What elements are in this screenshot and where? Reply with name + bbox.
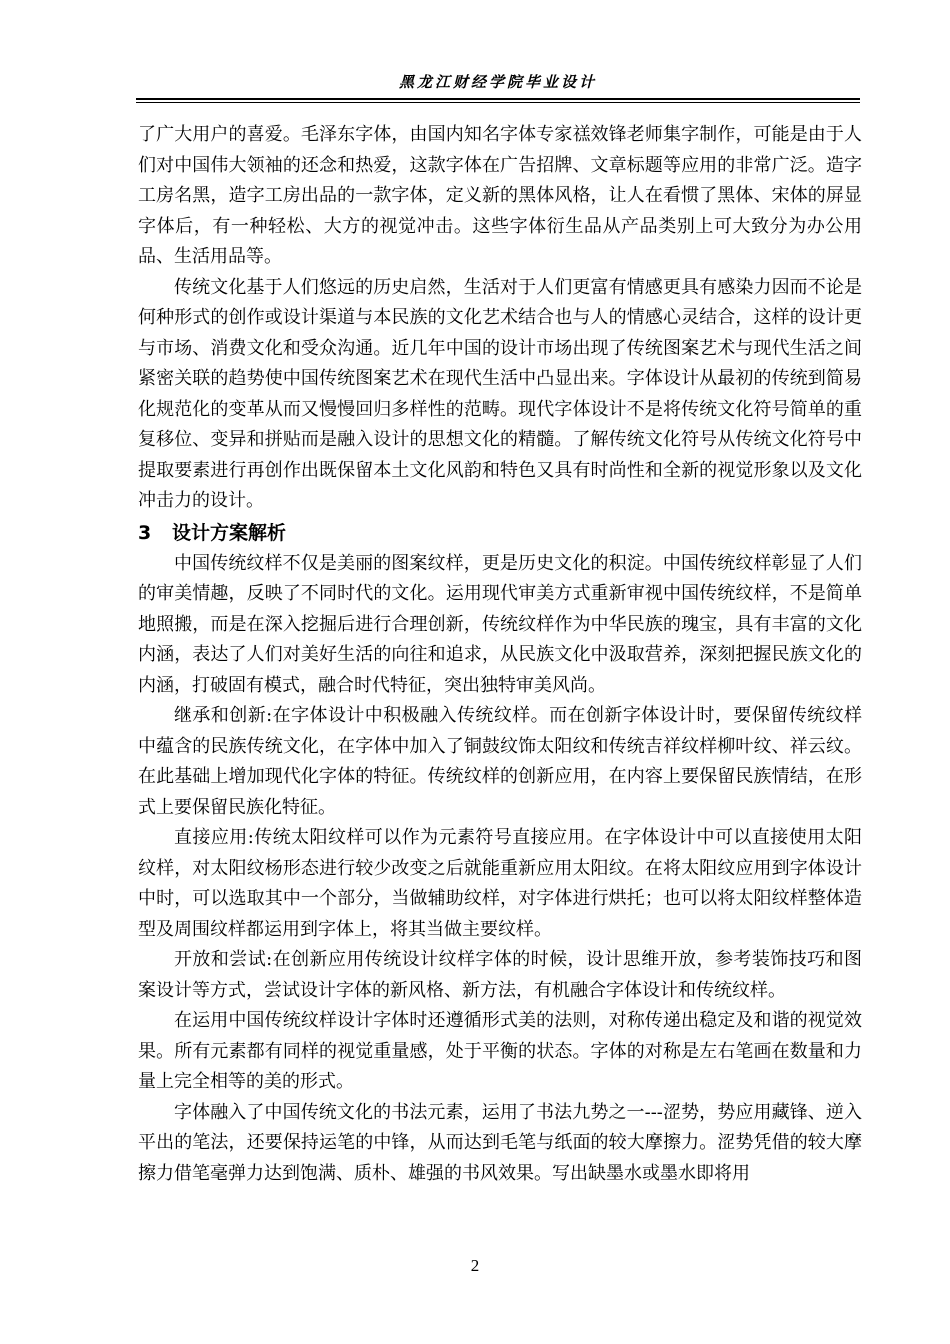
paragraph-traditional-culture: 传统文化基于人们悠远的历史启然，生活对于人们更富有情感更具有感染力因而不论是何种形式的创作或设计渠道与本民族的文化艺术结合也与人的情感心灵结合，这样的设计更与市场、消费文化和受众沟通。近几年中国的设计市场出现了传统图案艺术与现代生活之间紧密关联的趋势使中国传统图案艺术在现代生活中凸显出来。字体设计从最初的传统到简易化规范化的变革从而又慢慢回归多样性的范畴。现代字体设计不是将传统文化符号简单的重复移位、变异和拼贴而是融入设计的思想文化的精髓。了解传统文化符号从传统文化符号中提取要素进行再创作出既保留本土文化风韵和特色又具有时尚性和全新的视觉形象以及文化冲击力的设计。 [138,276,862,511]
page-header-title: 黑龙江财经学院毕业设计 [398,73,597,91]
section-title: 设计方案解析 [172,521,287,544]
section-heading [138,517,862,549]
header-rule-thin [136,102,860,103]
paragraph-formal-beauty: 在运用中国传统纹样设计字体时还遵循形式美的法则，对称传递出稳定及和谐的视觉效果。所有元素都有同样的视觉重量感，处于平衡的状态。字体的对称是左右笔画在数量和力量上完全相等的美的形式。 [138,1010,862,1092]
header-rule-thick [136,98,860,100]
paragraph-calligraphy: 字体融入了中国传统文化的书法元素，运用了书法九势之一---涩势，势应用藏锋、逆入平出的笔法，还要保持运笔的中锋，从而达到毛笔与纸面的较大摩擦力。涩势凭借的较大摩擦力借笔毫弹力达到饱满、质朴、雄强的书风效果。写出缺墨水或墨水即将用 [138,1101,862,1184]
document-body [138,120,862,1189]
section-number: 3 [138,521,152,544]
paragraph-inherit-innovate: 继承和创新:在字体设计中积极融入传统纹样。而在创新字体设计时，要保留传统纹样中蕴含的民族传统文化，在字体中加入了铜鼓纹饰太阳纹和传统吉祥纹样柳叶纹、祥云纹。在此基础上增加现代化字体的特征。传统纹样的创新应用，在内容上要保留民族情结，在形式上要保留民族化特征。 [138,705,862,818]
paragraph-open-attempt: 开放和尝试:在创新应用传统设计纹样字体的时候，设计思维开放，参考装饰技巧和图案设计等方式，尝试设计字体的新风格、新方法，有机融合字体设计和传统纹样。 [138,949,862,1001]
page-number: 2 [470,1256,480,1275]
paragraph-continued: 了广大用户的喜爱。毛泽东字体，由国内知名字体专家禚效锋老师集字制作，可能是由于人们对中国伟大领袖的还念和热爱，这款字体在广告招牌、文章标题等应用的非常广泛。造字工房名黑，造字工房出品的一款字体，定义新的黑体风格，让人在看惯了黑体、宋体的屏显字体后，有一种轻松、大方的视觉冲击。这些字体衍生品从产品类别上可大致分为办公用品、生活用品等。 [138,124,862,267]
paragraph-direct-application: 直接应用:传统太阳纹样可以作为元素符号直接应用。在字体设计中可以直接使用太阳纹样，对太阳纹杨形态进行较少改变之后就能重新应用太阳纹。在将太阳纹应用到字体设计中时，可以选取其中一个部分，当做辅助纹样，对字体进行烘托；也可以将太阳纹样整体造型及周围纹样都运用到字体上，将其当做主要纹样。 [138,827,862,940]
paragraph-pattern-intro: 中国传统纹样不仅是美丽的图案纹样，更是历史文化的积淀。中国传统纹样彰显了人们的审美情趣，反映了不同时代的文化。运用现代审美方式重新审视中国传统纹样，不是简单地照搬，而是在深入挖掘后进行合理创新，传统纹样作为中华民族的瑰宝，具有丰富的文化内涵，表达了人们对美好生活的向往和追求，从民族文化中汲取营养，深刻把握民族文化的内涵，打破固有模式，融合时代特征，突出独特审美风尚。 [138,552,862,696]
